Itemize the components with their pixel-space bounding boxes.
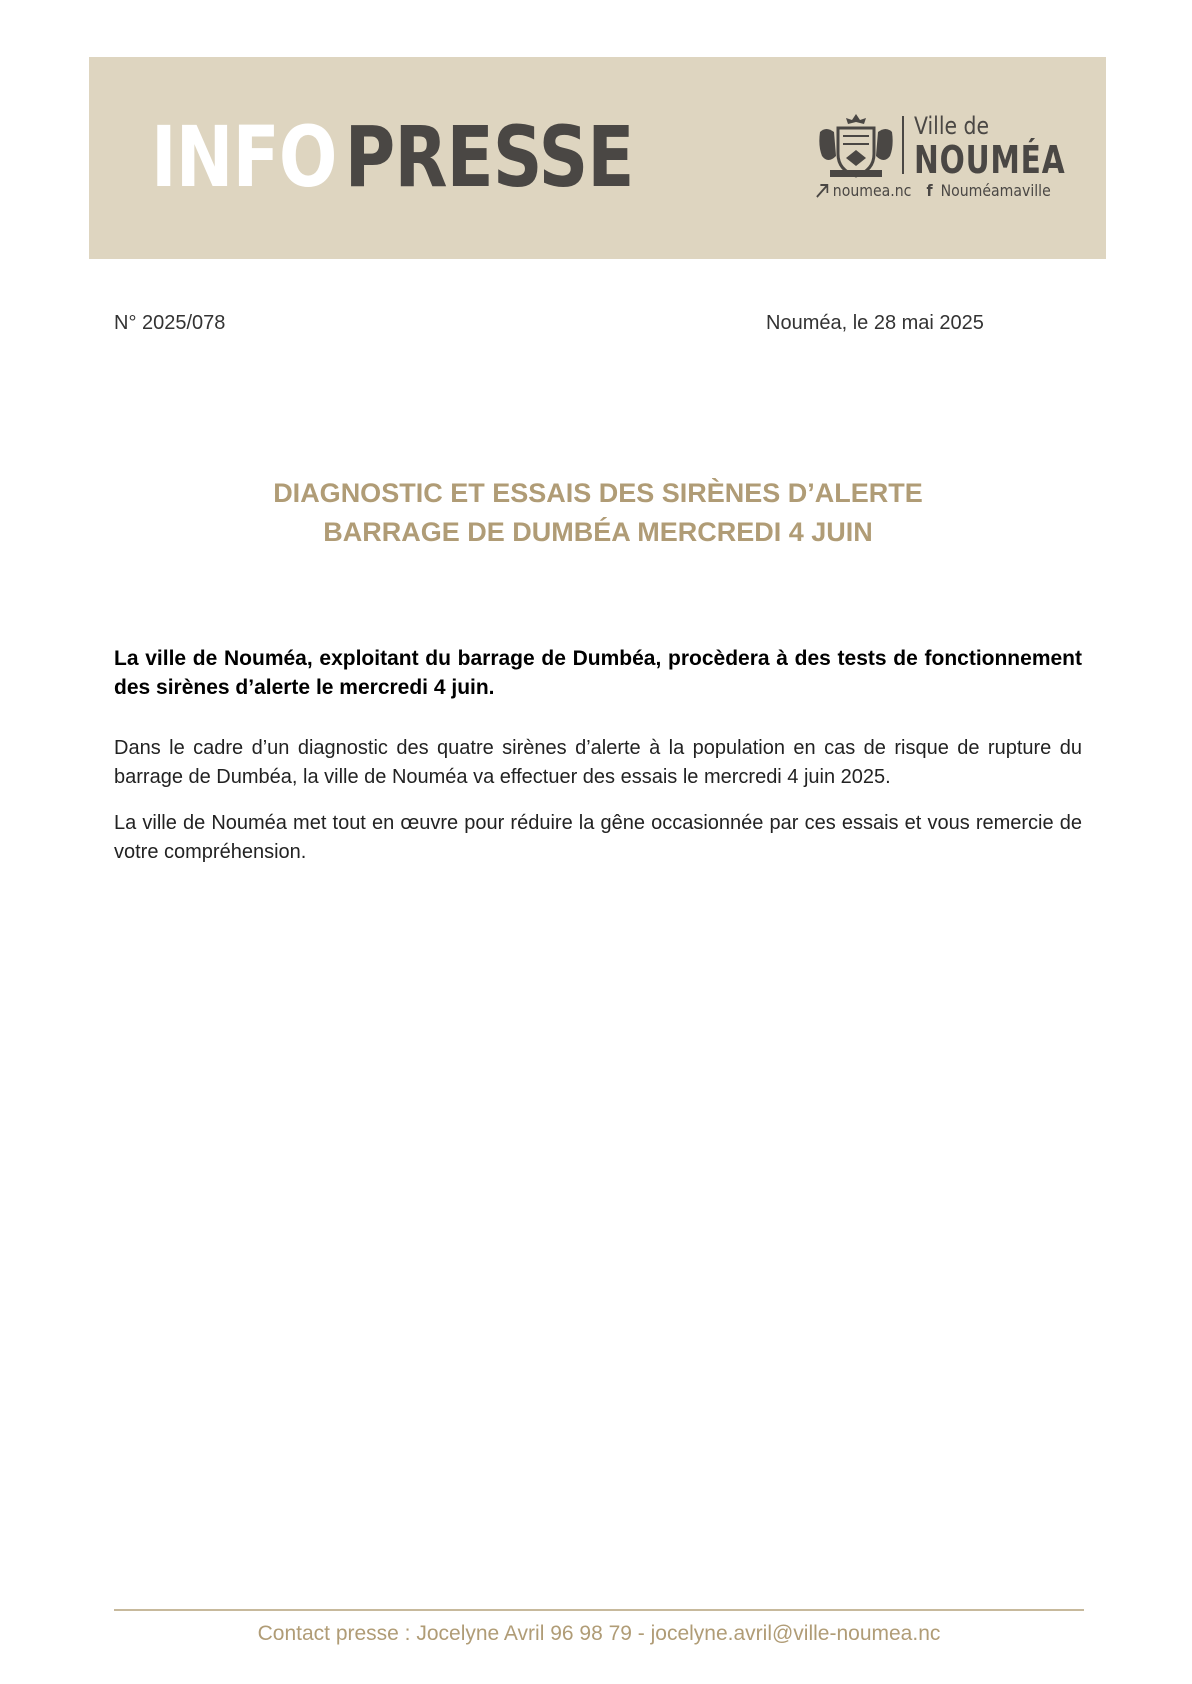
title-line-1: DIAGNOSTIC ET ESSAIS DES SIRÈNES D’ALERTE (273, 478, 923, 508)
facebook-icon: f (926, 181, 933, 200)
logo-social-links (816, 180, 1051, 200)
place-and-date: Nouméa, le 28 mai 2025 (766, 312, 984, 334)
ville-de-noumea-logo (816, 112, 1066, 202)
logo-ville-de: Ville de (914, 112, 990, 140)
facebook-link[interactable]: Nouméamaville (940, 181, 1051, 200)
press-release-title (114, 474, 1082, 552)
info-presse-wordmark (151, 108, 634, 206)
lead-paragraph: La ville de Nouméa, exploitant du barrage de Dumbéa, procèdera à des tests de fonctionnement des sirènes d’alerte le mercredi 4 juin. (114, 647, 1082, 699)
logo-divider (902, 116, 904, 174)
body-paragraph-1: Dans le cadre d’un diagnostic des quatre sirènes d’alerte à la population en cas de risque de rupture du barrage de Dumbéa, la ville de Nouméa va effectuer des essais le mercredi 4 juin 2025. (114, 737, 1082, 788)
brand-presse: PRESSE (344, 108, 634, 206)
brand-info: INFO (151, 108, 337, 206)
title-line-2: BARRAGE DE DUMBÉA MERCREDI 4 JUIN (323, 517, 873, 547)
arrow-icon (816, 184, 828, 198)
header-banner (89, 57, 1106, 259)
footer-divider (114, 1609, 1084, 1611)
press-release-number: N° 2025/078 (114, 312, 226, 334)
website-link[interactable]: noumea.nc (832, 181, 912, 200)
coat-of-arms-icon (816, 112, 896, 180)
body-paragraph-2: La ville de Nouméa met tout en œuvre pour réduire la gêne occasionnée par ces essais et vous remercie de votre compréhension. (114, 812, 1082, 863)
press-contact: Contact presse : Jocelyne Avril 96 98 79 - jocelyne.avril@ville-noumea.nc (257, 1622, 941, 1645)
logo-city-name: NOUMÉA (914, 138, 1066, 182)
